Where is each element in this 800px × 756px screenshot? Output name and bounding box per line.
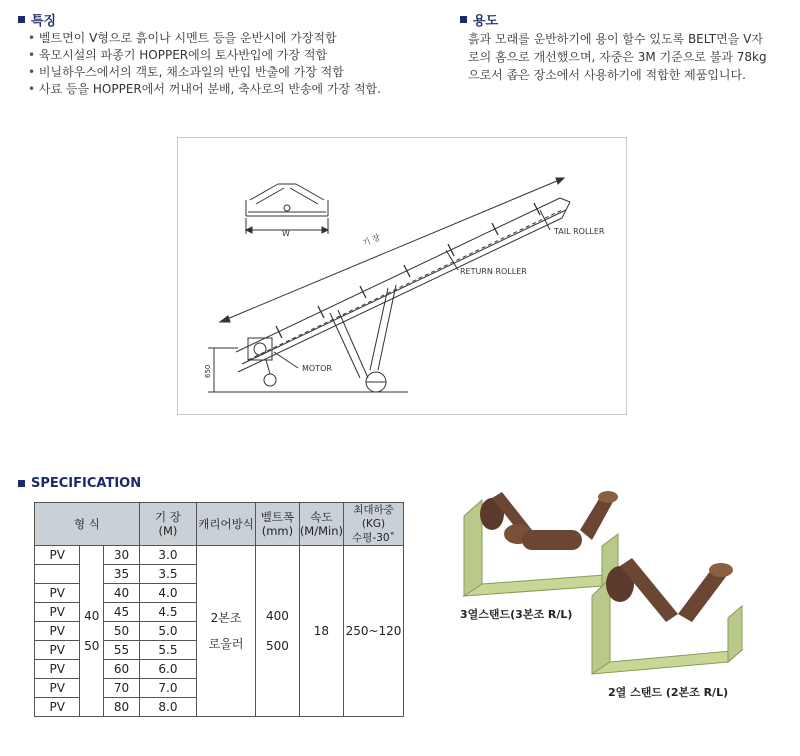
feature-item: • 벨트면이 V형으로 흙이나 시멘트 등을 운반시에 가장적합 <box>28 30 381 47</box>
features-list <box>28 30 381 98</box>
header-belt: 벨트폭 (mm) <box>256 503 300 546</box>
feature-item: • 육모시설의 파종기 HOPPER에의 토사반입에 가장 적합 <box>28 47 381 64</box>
table-row: PV 45 4.5 <box>35 603 404 622</box>
features-heading: 특징 <box>18 10 56 29</box>
length-label: 기 장 <box>361 232 382 248</box>
square-bullet-icon <box>460 16 467 23</box>
table-row: PV 70 7.0 <box>35 679 404 698</box>
feature-item: • 비닐하우스에서의 객토, 채소과일의 반입 반출에 가장 적합 <box>28 64 381 81</box>
table-row: PV 55 5.5 <box>35 641 404 660</box>
spec-table <box>34 502 404 717</box>
conveyor-diagram <box>177 137 627 415</box>
square-bullet-icon <box>18 480 25 487</box>
width-cell: 40 50 <box>80 546 104 717</box>
usage-text: 흙과 모래를 운반하기에 용이 할수 있도록 BELT면을 V자로의 홈으로 개선했으며, 자중은 3M 기준으로 불과 78kg 으로서 좁은 장소에서 사용하기에 적합한 제품입니다. <box>468 32 767 82</box>
table-row: PV 80 8.0 <box>35 698 404 717</box>
spec-heading: SPECIFICATION <box>18 476 141 491</box>
motor-label: MOTOR <box>302 364 332 373</box>
usage-heading: 용도 <box>460 10 498 29</box>
height-label: 650 <box>204 364 212 378</box>
header-model: 형 식 <box>35 503 140 546</box>
load-cell: 250~120 <box>344 546 404 717</box>
belt-cross-section <box>246 184 328 234</box>
table-row: PV 60 6.0 <box>35 660 404 679</box>
idler-stand-illustration <box>452 486 750 710</box>
table-row: PV 40 4.0 <box>35 584 404 603</box>
carry-cell: 2본조 로울러 <box>197 546 256 717</box>
table-row: PV 40 50 30 3.0 2본조 로울러 400 500 18 250~120 <box>35 546 404 565</box>
table-row: PV 50 5.0 <box>35 622 404 641</box>
return-roller-label: RETURN ROLLER <box>460 267 527 276</box>
header-load: 최대하중(KG) 수평-30˚ <box>344 503 404 546</box>
speed-cell: 18 <box>299 546 343 717</box>
idler-stand-photo <box>452 486 750 710</box>
header-speed: 속도 (M/Min) <box>299 503 343 546</box>
header-length: 기 장 (M) <box>139 503 196 546</box>
two-row-stand <box>592 558 742 674</box>
width-label: W <box>282 229 290 238</box>
caption-three-row: 3열스탠드(3본조 R/L) <box>460 608 573 621</box>
square-bullet-icon <box>18 16 25 23</box>
table-row: 35 3.5 <box>35 565 404 584</box>
three-row-stand <box>464 491 618 596</box>
conveyor-drawing <box>178 138 626 414</box>
belt-cell: 400 500 <box>256 546 300 717</box>
feature-item: • 사료 등을 HOPPER에서 꺼내어 분배, 축사로의 반송에 가장 적합. <box>28 81 381 98</box>
header-carry: 캐리어방식 <box>197 503 256 546</box>
tail-roller-label: TAIL ROLLER <box>554 227 605 236</box>
caption-two-row: 2열 스탠드 (2본조 R/L) <box>608 686 729 699</box>
